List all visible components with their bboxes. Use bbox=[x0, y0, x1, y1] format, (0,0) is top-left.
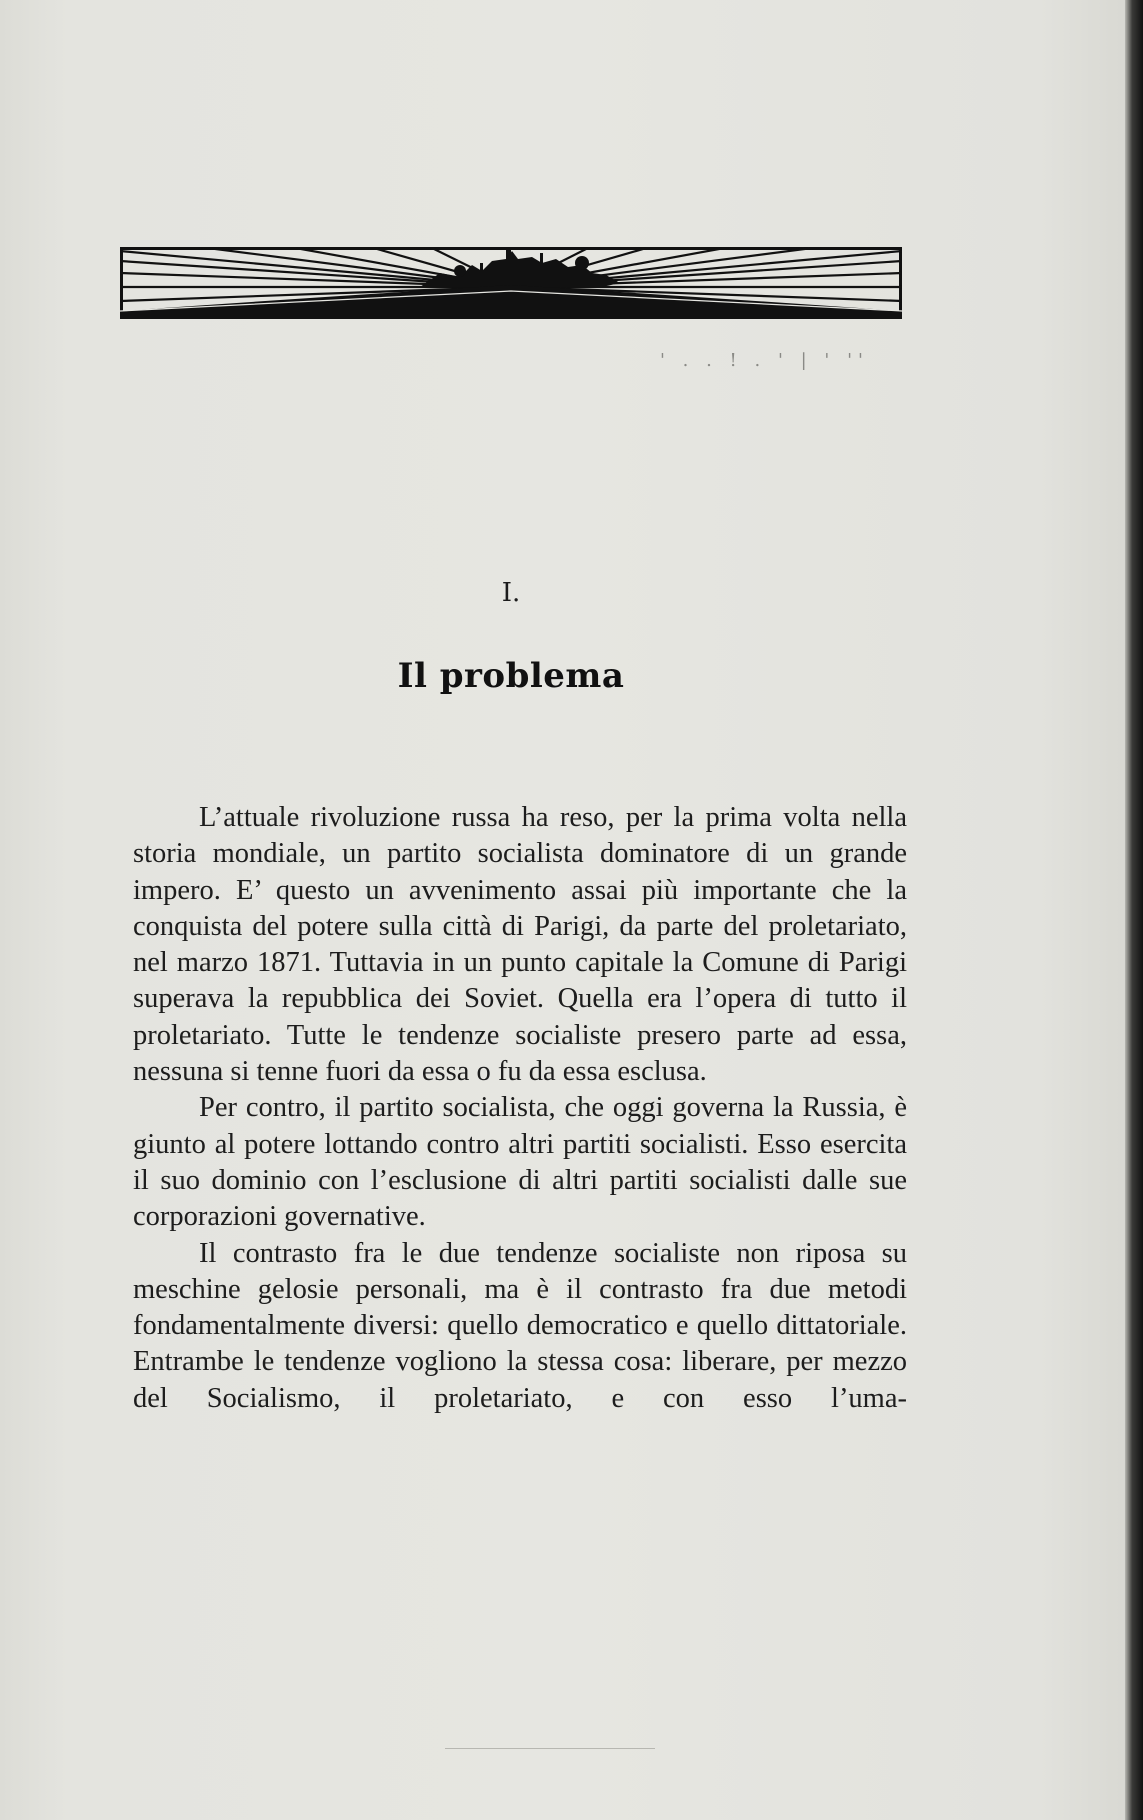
body-text bbox=[133, 800, 907, 1417]
page-edge-shadow bbox=[1125, 0, 1143, 1820]
chapter-number: I. bbox=[501, 578, 521, 608]
chapter-title: Il problema bbox=[397, 656, 625, 696]
paragraph: L’attuale rivoluzione russa ha reso, per la prima volta nella storia mondiale, un partito socialista dominatore di un grande impero. E’ questo un avvenimento assai più importante che la conquista del potere sulla città di Parigi, da parte del proletariato, nel marzo 1871. Tuttavia in un punto capitale la Comune di Parigi superava la repubblica dei Soviet. Quella era l’opera di tutto il proletariato. Tutte le tendenze socialiste presero parte ad essa, nessuna si tenne fuori da essa o fu da essa esclusa. bbox=[133, 802, 907, 1088]
footer-rule bbox=[445, 1748, 655, 1749]
paragraph: Il contrasto fra le due tendenze socialiste non riposa su meschine gelosie personali, ma è il contrasto fra due metodi fondamentalmente diversi: quello democratico e quello dittatoriale. Entrambe le tendenze vogliono la stessa cosa: liberare, per mezzo del Socialismo, il proletariato, e con esso l’uma- bbox=[133, 1237, 907, 1414]
paragraph: Per contro, il partito socialista, che oggi governa la Russia, è giunto al potere lottando contro altri partiti socialisti. Esso esercita il suo dominio con l’esclusione di altri partiti socialisti dalle sue corporazioni governative. bbox=[133, 1092, 907, 1233]
decorative-headpiece-ornament bbox=[120, 247, 902, 319]
stray-print-marks: ' . . ! . ' | ' '' bbox=[660, 350, 869, 371]
